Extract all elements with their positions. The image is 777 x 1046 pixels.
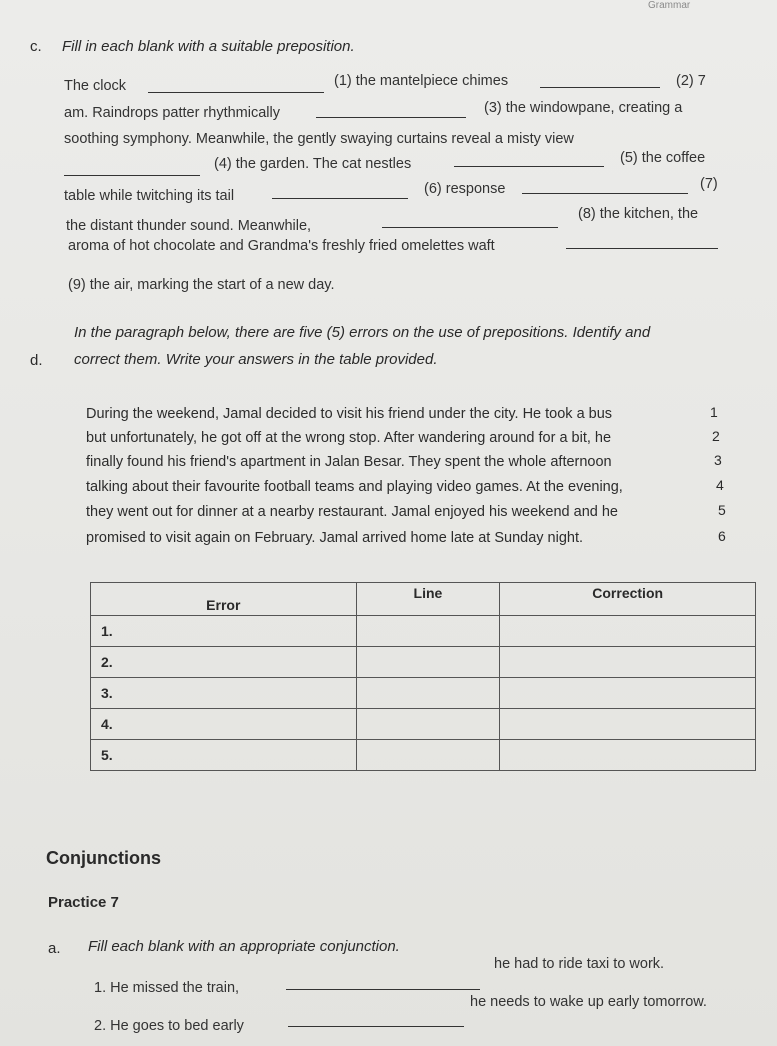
para-line-5a: table while twitching its tail bbox=[64, 188, 235, 204]
passage-line-1: During the weekend, Jamal decided to visit his friend under the city. He took a bus bbox=[86, 406, 613, 422]
table-header-row bbox=[91, 583, 756, 616]
blank-4[interactable] bbox=[64, 163, 200, 176]
para-line-5c: (7) bbox=[700, 176, 718, 192]
para-line-8: (9) the air, marking the start of a new day. bbox=[68, 277, 335, 293]
table-row bbox=[91, 678, 756, 709]
para-line-4b: (5) the coffee bbox=[620, 150, 706, 166]
error-correction-table bbox=[90, 582, 756, 771]
table-row bbox=[91, 616, 756, 647]
passage-line-2: but unfortunately, he got off at the wrong stop. After wandering around for a bit, he bbox=[86, 430, 612, 446]
correction-cell[interactable] bbox=[500, 740, 756, 771]
header-line: Line bbox=[356, 583, 500, 616]
para-line-2a: am. Raindrops patter rhythmically bbox=[64, 105, 280, 121]
line-cell[interactable] bbox=[356, 709, 500, 740]
blank-1[interactable] bbox=[148, 80, 324, 93]
blank-7[interactable] bbox=[522, 181, 688, 194]
para-line-1c: (2) 7 bbox=[676, 73, 706, 89]
para-line-3: soothing symphony. Meanwhile, the gently swaying curtains reveal a misty view bbox=[64, 131, 574, 147]
correction-cell[interactable] bbox=[500, 678, 756, 709]
table-row bbox=[91, 647, 756, 678]
para-line-6b: (8) the kitchen, the bbox=[578, 206, 699, 222]
para-line-1a: The clock bbox=[64, 78, 127, 94]
row-number[interactable]: 2. bbox=[91, 647, 357, 678]
blank-5[interactable] bbox=[454, 154, 604, 167]
para-line-6a: the distant thunder sound. Meanwhile, bbox=[66, 218, 312, 234]
line-cell[interactable] bbox=[356, 647, 500, 678]
conj-blank-2[interactable] bbox=[288, 1014, 464, 1027]
row-number[interactable]: 5. bbox=[91, 740, 357, 771]
conj-question-a-label: a. bbox=[48, 940, 61, 957]
table-row bbox=[91, 709, 756, 740]
conj-item-1-left: 1. He missed the train, bbox=[94, 980, 240, 996]
question-d-label: d. bbox=[30, 352, 43, 369]
section-title-conjunctions: Conjunctions bbox=[46, 848, 161, 868]
question-d-instruction-1: In the paragraph below, there are five (5) errors on the use of prepositions. Identify and bbox=[74, 324, 651, 341]
header-correction: Correction bbox=[500, 583, 756, 616]
line-number-5: 5 bbox=[718, 502, 726, 518]
row-number[interactable]: 1. bbox=[91, 616, 357, 647]
line-cell[interactable] bbox=[356, 616, 500, 647]
line-number-3: 3 bbox=[714, 452, 722, 468]
practice-title: Practice 7 bbox=[48, 894, 119, 911]
conj-item-2-left: 2. He goes to bed early bbox=[94, 1018, 244, 1034]
correction-cell[interactable] bbox=[500, 616, 756, 647]
question-c-instruction: Fill in each blank with a suitable preposition. bbox=[62, 38, 355, 55]
correction-cell[interactable] bbox=[500, 709, 756, 740]
line-number-2: 2 bbox=[712, 428, 720, 444]
passage-line-4: talking about their favourite football teams and playing video games. At the evening, bbox=[86, 479, 623, 495]
conj-blank-1[interactable] bbox=[286, 977, 480, 990]
line-cell[interactable] bbox=[356, 740, 500, 771]
row-number[interactable]: 3. bbox=[91, 678, 357, 709]
page-header: Grammar bbox=[648, 0, 691, 11]
row-number[interactable]: 4. bbox=[91, 709, 357, 740]
para-line-2b: (3) the windowpane, creating a bbox=[484, 100, 683, 116]
passage-line-3: finally found his friend's apartment in Jalan Besar. They spent the whole afternoon bbox=[86, 454, 612, 470]
para-line-4a: (4) the garden. The cat nestles bbox=[214, 156, 412, 172]
blank-6[interactable] bbox=[272, 186, 408, 199]
para-line-5b: (6) response bbox=[424, 181, 506, 197]
line-number-6: 6 bbox=[718, 528, 726, 544]
correction-cell[interactable] bbox=[500, 647, 756, 678]
passage-line-5: they went out for dinner at a nearby restaurant. Jamal enjoyed his weekend and he bbox=[86, 504, 618, 520]
blank-3[interactable] bbox=[316, 105, 466, 118]
blank-9[interactable] bbox=[566, 236, 718, 249]
passage-line-6: promised to visit again on February. Jamal arrived home late at Sunday night. bbox=[86, 530, 584, 546]
blank-2[interactable] bbox=[540, 75, 660, 88]
conj-item-2-right: he needs to wake up early tomorrow. bbox=[470, 994, 707, 1010]
para-line-1b: (1) the mantelpiece chimes bbox=[334, 73, 509, 89]
conj-item-1-right: he had to ride taxi to work. bbox=[494, 956, 665, 972]
header-error: Error bbox=[91, 583, 357, 616]
line-number-1: 1 bbox=[710, 404, 718, 420]
conj-question-a-instruction: Fill each blank with an appropriate conjunction. bbox=[88, 938, 400, 955]
question-c-label: c. bbox=[30, 38, 42, 55]
table-row bbox=[91, 740, 756, 771]
para-line-7: aroma of hot chocolate and Grandma's freshly fried omelettes waft bbox=[68, 238, 495, 254]
line-cell[interactable] bbox=[356, 678, 500, 709]
blank-8[interactable] bbox=[382, 215, 558, 228]
line-number-4: 4 bbox=[716, 477, 724, 493]
question-d-instruction-2: correct them. Write your answers in the table provided. bbox=[74, 351, 438, 368]
